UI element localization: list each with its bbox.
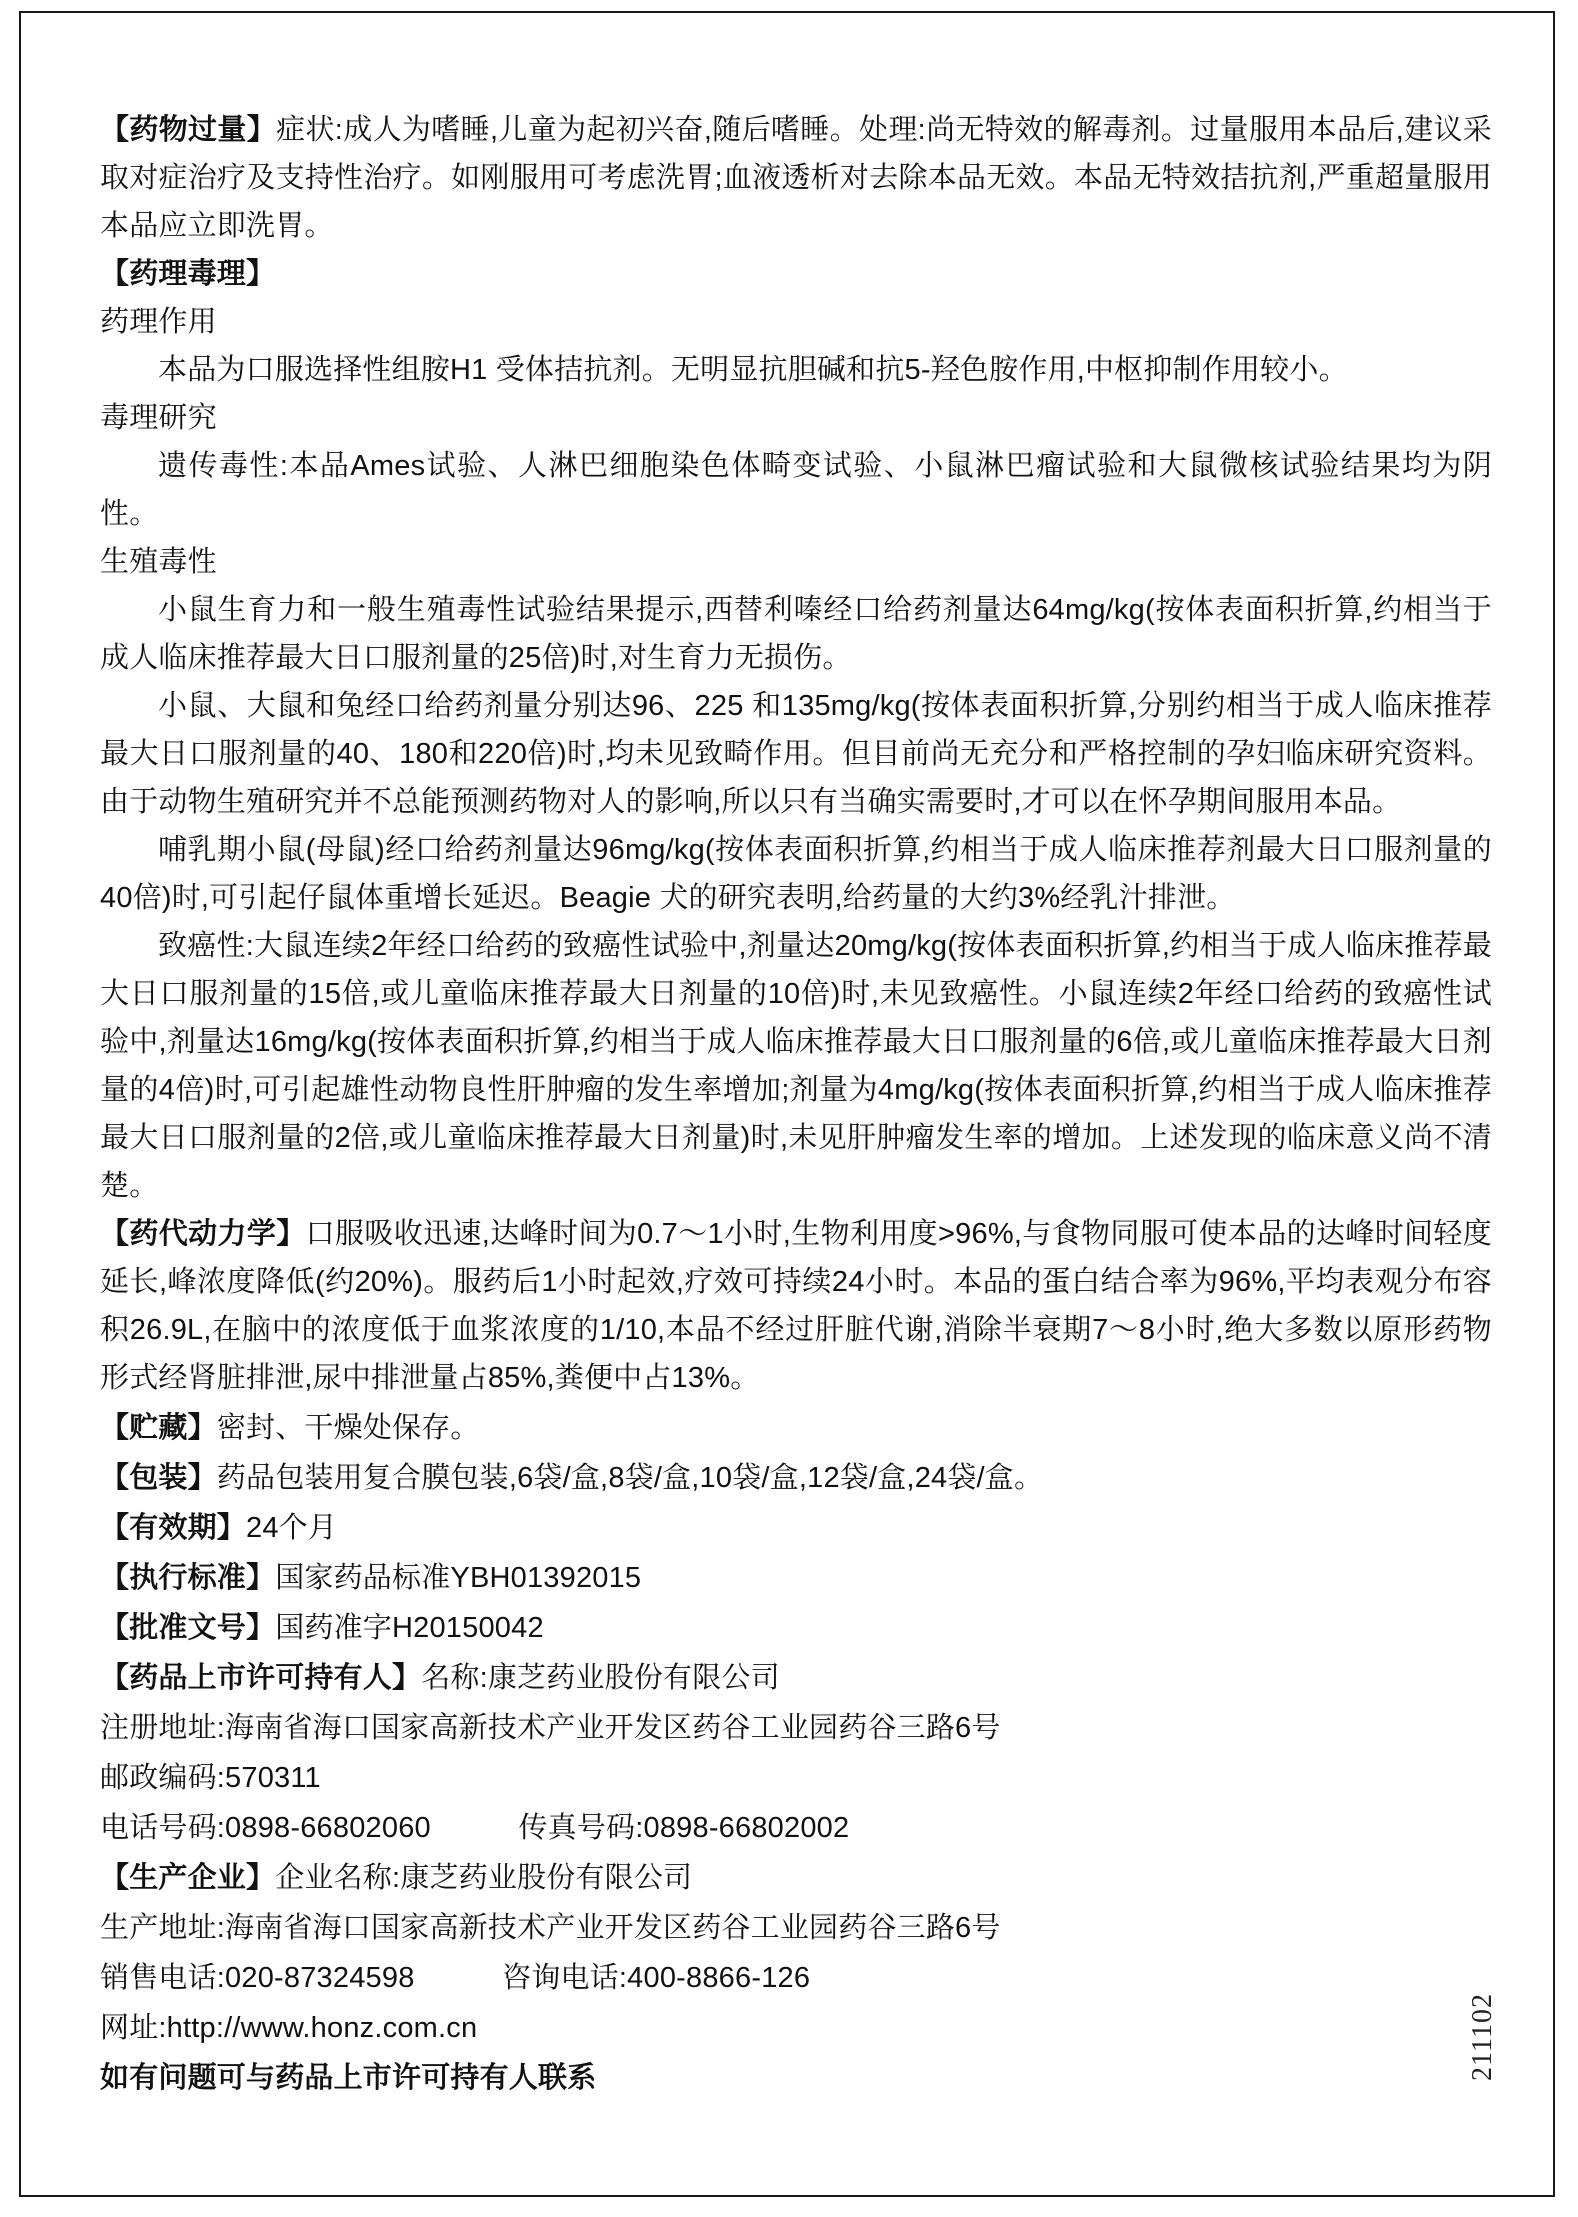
section-approval-number <box>100 1604 1492 1652</box>
paragraph-genetic-toxicity <box>100 442 1492 538</box>
section-manufacturer-label: 【生产企业】 <box>100 1862 276 1894</box>
section-approval-number-label: 【批准文号】 <box>100 1612 276 1644</box>
section-validity-period <box>100 1504 1492 1552</box>
paragraph-fertility-study <box>100 586 1492 682</box>
section-pharmacokinetics <box>100 1210 1492 1402</box>
section-pharmacology-toxicology-heading <box>100 250 1492 298</box>
subheading-reproductive-toxicity-text: 生殖毒性 <box>100 546 217 578</box>
section-packaging-label: 【包装】 <box>100 1462 217 1494</box>
paragraph-carcinogenicity-study <box>100 922 1492 1210</box>
line-website <box>100 2004 1492 2052</box>
section-drug-overdose <box>100 106 1492 250</box>
line-contact-holder-note <box>100 2054 1492 2102</box>
subheading-pharmacological-action-text: 药理作用 <box>100 306 217 338</box>
section-pharmacology-toxicology-heading-label: 【药理毒理】 <box>100 258 276 290</box>
section-packaging-text: 药品包装用复合膜包装,6袋/盒,8袋/盒,10袋/盒,12袋/盒,24袋/盒。 <box>216 1462 1044 1494</box>
paragraph-lactation-study-text: 哺乳期小鼠(母鼠)经口给药剂量达96mg/kg(按体表面积折算,约相当于成人临床推荐剂最大日口服剂量的40倍)时,可引起仔鼠体重增长延迟。Beagie 犬的研究表明,给药量的大约3%经乳汁排泄。 <box>100 834 1492 914</box>
line-registered-address <box>100 1704 1492 1752</box>
paragraph-teratogenicity-study-text: 小鼠、大鼠和兔经口给药剂量分别达96、225 和135mg/kg(按体表面积折算,分别约相当于成人临床推荐最大日口服剂量的40、180和220倍)时,均未见致畸作用。但目前尚无充分和严格控制的孕妇临床研究资料。由于动物生殖研究并不总能预测药物对人的影响,所以只有当确实需要时,才可以在怀孕期间服用本品。 <box>100 690 1492 818</box>
line-postal-code <box>100 1754 1492 1802</box>
subheading-toxicology-research <box>100 394 1492 442</box>
line-postal-code-text: 邮政编码:570311 <box>100 1762 321 1794</box>
section-marketing-license-holder-label: 【药品上市许可持有人】 <box>100 1662 422 1694</box>
line-registered-address-text: 注册地址:海南省海口国家高新技术产业开发区药谷工业园药谷三路6号 <box>100 1712 1001 1744</box>
subheading-reproductive-toxicity <box>100 538 1492 586</box>
line-production-address-text: 生产地址:海南省海口国家高新技术产业开发区药谷工业园药谷三路6号 <box>100 1912 1001 1944</box>
line-phone-fax-text: 电话号码:0898-66802060 传真号码:0898-66802002 <box>100 1812 850 1844</box>
paragraph-pharmacological-action <box>100 346 1492 394</box>
line-sales-consult-phone <box>100 1954 1492 2002</box>
section-storage-label: 【贮藏】 <box>100 1412 217 1444</box>
section-validity-period-label: 【有效期】 <box>100 1512 247 1544</box>
section-drug-overdose-label: 【药物过量】 <box>100 114 277 146</box>
section-marketing-license-holder-text: 名称:康芝药业股份有限公司 <box>421 1662 780 1694</box>
subheading-toxicology-research-text: 毒理研究 <box>100 402 217 434</box>
line-website-text: 网址:http://www.honz.com.cn <box>100 2012 478 2044</box>
section-manufacturer <box>100 1854 1492 1902</box>
paragraph-teratogenicity-study <box>100 682 1492 826</box>
section-pharmacokinetics-label: 【药代动力学】 <box>100 1218 306 1250</box>
paragraph-pharmacological-action-text: 本品为口服选择性组胺H1 受体拮抗剂。无明显抗胆碱和抗5-羟色胺作用,中枢抑制作用较小。 <box>158 354 1348 386</box>
section-pharmacokinetics-text: 口服吸收迅速,达峰时间为0.7～1小时,生物利用度>96%,与食物同服可使本品的达峰时间轻度延长,峰浓度降低(约20%)。服药后1小时起效,疗效可持续24小时。本品的蛋白结合率为96%,平均表观分布容积26.9L,在脑中的浓度低于血浆浓度的1/10,本品不经过肝脏代谢,消除半衰期7～8小时,绝大多数以原形药物形式经肾脏排泄,尿中排泄量占85%,粪便中占13%。 <box>100 1218 1492 1394</box>
paragraph-fertility-study-text: 小鼠生育力和一般生殖毒性试验结果提示,西替利嗪经口给药剂量达64mg/kg(按体表面积折算,约相当于成人临床推荐最大日口服剂量的25倍)时,对生育力无损伤。 <box>100 594 1492 674</box>
section-manufacturer-text: 企业名称:康芝药业股份有限公司 <box>275 1862 693 1894</box>
section-executive-standard-text: 国家药品标准YBH01392015 <box>275 1562 642 1594</box>
section-storage-text: 密封、干燥处保存。 <box>216 1412 480 1444</box>
line-sales-consult-phone-text: 销售电话:020-87324598 咨询电话:400-8866-126 <box>100 1962 811 1994</box>
section-drug-overdose-text: 症状:成人为嗜睡,儿童为起初兴奋,随后嗜睡。处理:尚无特效的解毒剂。过量服用本品后,建议采取对症治疗及支持性治疗。如刚服用可考虑洗胃;血液透析对去除本品无效。本品无特效拮抗剂,严重超量服用本品应立即洗胃。 <box>100 114 1492 242</box>
paragraph-lactation-study <box>100 826 1492 922</box>
section-executive-standard-label: 【执行标准】 <box>100 1562 276 1594</box>
section-executive-standard <box>100 1554 1492 1602</box>
paragraph-genetic-toxicity-text: 遗传毒性:本品Ames试验、人淋巴细胞染色体畸变试验、小鼠淋巴瘤试验和大鼠微核试验结果均为阴性。 <box>100 450 1492 530</box>
section-storage <box>100 1404 1492 1452</box>
section-approval-number-text: 国药准字H20150042 <box>275 1612 544 1644</box>
subheading-pharmacological-action <box>100 298 1492 346</box>
section-packaging <box>100 1454 1492 1502</box>
line-production-address <box>100 1904 1492 1952</box>
line-phone-fax <box>100 1804 1492 1852</box>
print-batch-code-vertical: 211102 <box>1467 1993 1498 2081</box>
line-contact-holder-note-text: 如有问题可与药品上市许可持有人联系 <box>100 2062 597 2094</box>
document-content <box>100 106 1492 2102</box>
section-validity-period-text: 24个月 <box>246 1512 338 1544</box>
section-marketing-license-holder <box>100 1654 1492 1702</box>
paragraph-carcinogenicity-study-text: 致癌性:大鼠连续2年经口给药的致癌性试验中,剂量达20mg/kg(按体表面积折算,约相当于成人临床推荐最大日口服剂量的15倍,或儿童临床推荐最大日剂量的10倍)时,未见致癌性。小鼠连续2年经口给药的致癌性试验中,剂量达16mg/kg(按体表面积折算,约相当于成人临床推荐最大日口服剂量的6倍,或儿童临床推荐最大日剂量的4倍)时,可引起雄性动物良性肝肿瘤的发生率增加;剂量为4mg/kg(按体表面积折算,约相当于成人临床推荐最大日口服剂量的2倍,或儿童临床推荐最大日剂量)时,未见肝肿瘤发生率的增加。上述发现的临床意义尚不清楚。 <box>100 930 1492 1202</box>
